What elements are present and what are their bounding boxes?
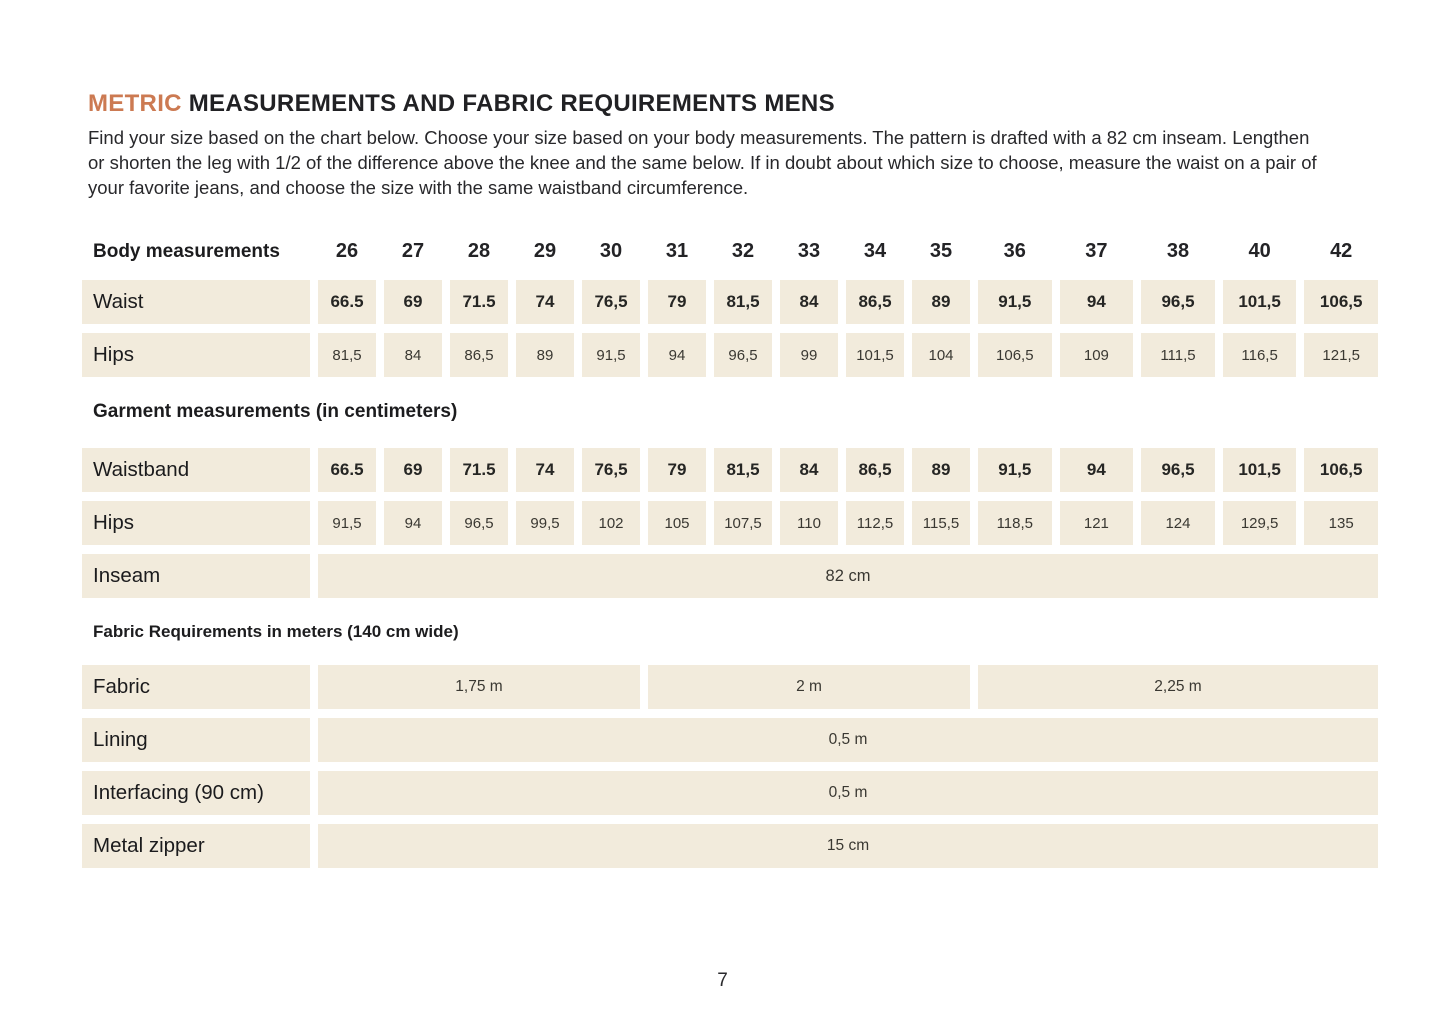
- row-label-inseam: Inseam: [82, 554, 310, 598]
- row-label-garment-hips: Hips: [82, 501, 310, 545]
- measurement-cell: 106,5: [1304, 448, 1378, 492]
- measurement-cell: 115,5: [912, 501, 970, 545]
- row-label-fabric: Fabric: [82, 665, 310, 709]
- page-title-accent: METRIC: [88, 90, 182, 117]
- measurement-cell: 71.5: [450, 448, 508, 492]
- size-column-header: 38: [1166, 240, 1190, 262]
- measurement-cell: 105: [648, 501, 706, 545]
- measurement-cell: 135: [1304, 501, 1378, 545]
- size-column-header: 37: [1085, 240, 1108, 262]
- measurement-cell: 121: [1060, 501, 1134, 545]
- size-column-header: 34: [863, 240, 887, 262]
- size-column-header: 28: [467, 240, 491, 262]
- measurement-cell: 76,5: [582, 448, 640, 492]
- measurement-cell: 94: [1060, 448, 1134, 492]
- intro-text: Find your size based on the chart below. Choose your size based on your body measurements. The pattern is drafted with a 82 cm inseam. Lengthen or shorten the leg with 1/2 of the difference above the knee and the same below. If in doubt about which size to choose, measure the waist on a pair of your favorite jeans, and choose the size with the same waistband circumference.: [88, 127, 1317, 198]
- measurement-cell: 81,5: [714, 448, 772, 492]
- metal-zipper-value-cell: 15 cm: [318, 824, 1378, 868]
- measurement-cell: 74: [516, 448, 574, 492]
- size-header-label: Body measurements: [93, 240, 280, 262]
- inseam-value-cell: 82 cm: [318, 554, 1378, 598]
- fabric-section-heading: Fabric Requirements in meters (140 cm wide): [93, 622, 459, 641]
- size-header-row: [82, 240, 1378, 263]
- size-column-header: 31: [665, 240, 689, 262]
- body-measurements-table: [82, 280, 1378, 377]
- fabric-amount-cell: 1,75 m: [318, 665, 640, 709]
- garment-measurements-table: [82, 448, 1378, 598]
- measurement-cell: 101,5: [1223, 448, 1297, 492]
- measurement-cell: 89: [516, 333, 574, 377]
- row-label-interfacing: Interfacing (90 cm): [82, 771, 310, 815]
- measurement-cell: 96,5: [450, 501, 508, 545]
- measurement-cell: 94: [384, 501, 442, 545]
- measurement-cell: 118,5: [978, 501, 1052, 545]
- size-column-header: 36: [1003, 240, 1026, 262]
- measurement-cell: 101,5: [1223, 280, 1297, 324]
- measurement-cell: 101,5: [846, 333, 904, 377]
- measurement-cell: 96,5: [1141, 448, 1215, 492]
- page-title-rest: MEASUREMENTS AND FABRIC REQUIREMENTS MENS: [188, 90, 835, 117]
- measurement-cell: 104: [912, 333, 970, 377]
- measurement-cell: 71.5: [450, 280, 508, 324]
- measurement-cell: 66.5: [318, 280, 376, 324]
- size-column-header: 27: [401, 240, 425, 262]
- row-label-waistband: Waistband: [82, 448, 310, 492]
- measurement-cell: 89: [912, 280, 970, 324]
- size-column-header: 40: [1248, 240, 1271, 262]
- measurement-cell: 81,5: [318, 333, 376, 377]
- measurement-cell: 99,5: [516, 501, 574, 545]
- measurement-cell: 94: [1060, 280, 1134, 324]
- interfacing-value-cell: 0,5 m: [318, 771, 1378, 815]
- measurement-cell: 84: [780, 280, 838, 324]
- measurement-cell: 129,5: [1223, 501, 1297, 545]
- measurement-cell: 121,5: [1304, 333, 1378, 377]
- lining-value-cell: 0,5 m: [318, 718, 1378, 762]
- measurement-cell: 79: [648, 448, 706, 492]
- measurement-cell: 66.5: [318, 448, 376, 492]
- measurement-cell: 111,5: [1141, 333, 1215, 377]
- fabric-amount-cell: 2 m: [648, 665, 970, 709]
- size-column-header: 33: [797, 240, 821, 262]
- fabric-amount-cell: 2,25 m: [978, 665, 1378, 709]
- measurement-cell: 89: [912, 448, 970, 492]
- measurement-cell: 86,5: [846, 280, 904, 324]
- measurement-cell: 86,5: [450, 333, 508, 377]
- page-content: [82, 90, 1378, 868]
- size-column-header: 32: [731, 240, 755, 262]
- measurement-cell: 74: [516, 280, 574, 324]
- row-label-lining: Lining: [82, 718, 310, 762]
- row-label-hips: Hips: [82, 333, 310, 377]
- measurement-cell: 91,5: [978, 448, 1052, 492]
- measurement-cell: 96,5: [1141, 280, 1215, 324]
- row-label-metal-zipper: Metal zipper: [82, 824, 310, 868]
- measurement-cell: 112,5: [846, 501, 904, 545]
- page-title: [88, 90, 1378, 118]
- measurement-cell: 94: [648, 333, 706, 377]
- measurement-cell: 69: [384, 448, 442, 492]
- measurement-cell: 110: [780, 501, 838, 545]
- measurement-cell: 79: [648, 280, 706, 324]
- measurement-cell: 124: [1141, 501, 1215, 545]
- measurement-cell: 91,5: [978, 280, 1052, 324]
- measurement-cell: 106,5: [1304, 280, 1378, 324]
- size-column-header: 26: [335, 240, 359, 262]
- measurement-cell: 76,5: [582, 280, 640, 324]
- size-column-header: 29: [533, 240, 557, 262]
- measurement-cell: 107,5: [714, 501, 772, 545]
- measurement-cell: 69: [384, 280, 442, 324]
- size-column-header: 35: [929, 240, 953, 262]
- size-column-header: 30: [599, 240, 623, 262]
- measurement-cell: 99: [780, 333, 838, 377]
- measurement-cell: 84: [384, 333, 442, 377]
- size-column-header: 42: [1330, 240, 1353, 262]
- fabric-requirements-table: [82, 665, 1378, 868]
- measurement-cell: 86,5: [846, 448, 904, 492]
- measurement-cell: 91,5: [318, 501, 376, 545]
- measurement-cell: 116,5: [1223, 333, 1297, 377]
- measurement-cell: 102: [582, 501, 640, 545]
- row-label-waist: Waist: [82, 280, 310, 324]
- garment-section-heading: Garment measurements (in centimeters): [93, 401, 458, 422]
- measurement-cell: 106,5: [978, 333, 1052, 377]
- measurement-cell: 96,5: [714, 333, 772, 377]
- measurement-cell: 84: [780, 448, 838, 492]
- measurement-cell: 81,5: [714, 280, 772, 324]
- page-number: 7: [717, 970, 728, 991]
- measurement-cell: 91,5: [582, 333, 640, 377]
- measurement-cell: 109: [1060, 333, 1134, 377]
